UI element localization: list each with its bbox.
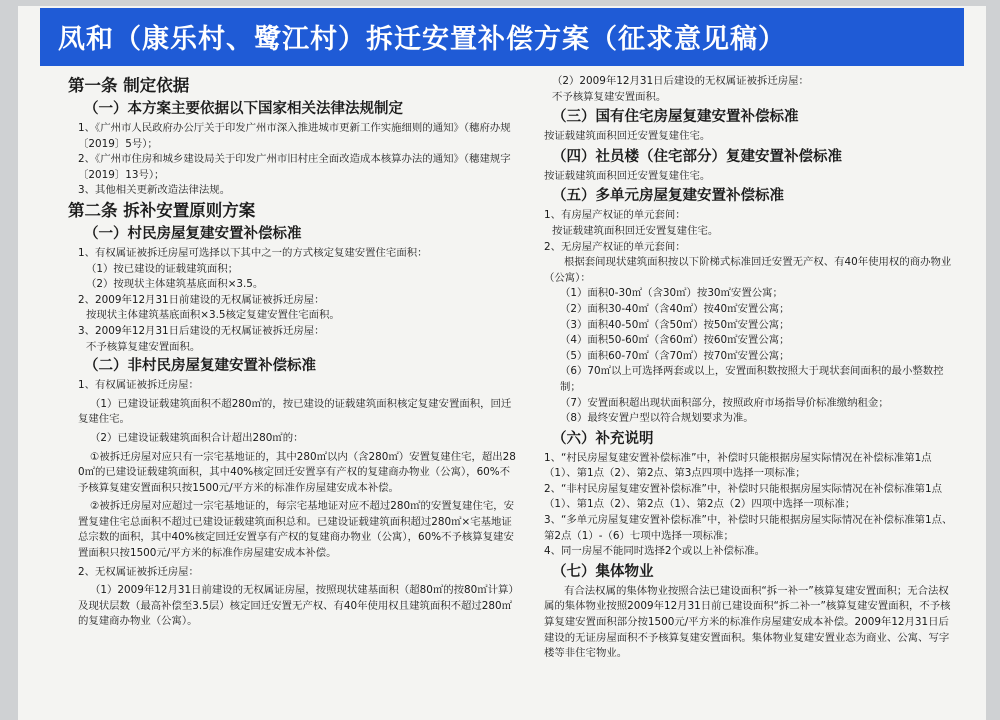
- legal-basis-item: 1、《广州市人民政府办公厅关于印发广州市深入推进城市更新工作实施细则的通知》（穗府办规〔2019〕5号）；: [78, 122, 511, 150]
- villager-rule-2: 2、2009年12月31日前建设的无权属证被拆迁房屋：: [78, 293, 325, 306]
- area-tier-item-8: （8）最终安置户型以符合规划要求为准。: [560, 412, 754, 425]
- commune-building-rule: 按证载建筑面积回迁安置复建住宅。: [544, 169, 711, 182]
- multi-unit-rule-2: 2、无房屋产权证的单元套间：: [544, 240, 686, 253]
- multi-unit-rule-1a: 按证载建筑面积回迁安置复建住宅。: [552, 224, 719, 237]
- area-tier-item-7: （7）安置面积超出现状面积部分，按照政府市场指导价标准缴纳租金；: [560, 396, 889, 409]
- area-tier-item: （3）面积40-50㎡（含50㎡）按50㎡安置公寓；: [560, 318, 790, 331]
- multi-unit-rule-2a: 根据套间现状建筑面积按以下阶梯式标准回迁安置无产权、有40年使用权的商办物业（公寓）：: [544, 256, 952, 284]
- legal-basis-item: 3、其他相关更新改造法律法规。: [78, 184, 231, 197]
- non-villager-rule-1c: ①被拆迁房屋对应只有一宗宅基地证的，其中280㎡以内（含280㎡）安置复建住宅，超出280㎡的已建设证载建筑面积，其中40%核定回迁安置享有产权的复建商办物业（公寓），60%不予核算复建安置面积只按1500元/平方米的标准作房屋建安成本补偿。: [78, 450, 516, 494]
- supplement-item: 4、同一房屋不能同时选择2个或以上补偿标准。: [544, 545, 766, 558]
- supplement-item: 2、“非村民房屋复建安置补偿标准”中，补偿时只能根据房屋实际情况在补偿标准第1点（1）、第1点（2）、第2点（1）、第2点（2）四项中选择一项标准；: [544, 482, 943, 511]
- section-collective-property-title: （七）集体物业: [552, 563, 654, 580]
- section-state-housing-title: （三）国有住宅房屋复建安置补偿标准: [552, 109, 799, 126]
- section-commune-building-title: （四）社员楼（住宅部分）复建安置补偿标准: [552, 148, 842, 165]
- left-column: [64, 74, 516, 630]
- area-tier-item: （1）面积0-30㎡（含30㎡）按30㎡安置公寓；: [560, 287, 783, 300]
- non-villager-rule-2b-detail: 不予核算复建安置面积。: [552, 90, 667, 103]
- article-1-title: 第一条 制定依据: [68, 76, 190, 95]
- section-multi-unit-title: （五）多单元房屋复建安置补偿标准: [552, 188, 784, 205]
- area-tier-item: （5）面积60-70㎡（含70㎡）按70㎡安置公寓；: [560, 349, 790, 362]
- supplement-item: 3、“多单元房屋复建安置补偿标准”中，补偿时只能根据房屋实际情况在补偿标准第1点、第2点（1）-（6）七项中选择一项标准；: [544, 514, 953, 542]
- multi-unit-rule-1: 1、有房屋产权证的单元套间：: [544, 209, 686, 222]
- non-villager-rule-2a: （1）2009年12月31日前建设的无权属证房屋，按照现状建基面积（超80㎡的按80㎡计算）及现状层数（最高补偿至3.5层）核定回迁安置无产权、有40年使用权且建筑面积不超过280㎡的复建商办物业（公寓）。: [78, 584, 514, 628]
- non-villager-rule-1b: （2）已建设证载建筑面积合计超出280㎡的：: [90, 431, 304, 444]
- section-non-villager-title: （二）非村民房屋复建安置补偿标准: [84, 358, 316, 375]
- villager-rule-3: 3、2009年12月31日后建设的无权属证被拆迁房屋：: [78, 324, 325, 337]
- non-villager-rule-2: 2、无权属证被拆迁房屋：: [78, 565, 199, 578]
- villager-rule-1a: （1）按已建设的证载建筑面积；: [86, 262, 239, 275]
- state-housing-rule: 按证载建筑面积回迁安置复建住宅。: [544, 130, 711, 143]
- area-tier-item-6: （6）70㎡以上可选择两套或以上，安置面积数按照大于现状套间面积的最小整数控制；: [560, 365, 944, 393]
- document-title: 凤和（康乐村、鹭江村）拆迁安置补偿方案（征求意见稿）: [58, 24, 786, 55]
- section-villager-title: （一）村民房屋复建安置补偿标准: [84, 225, 302, 242]
- villager-rule-1b: （2）按现状主体建筑基底面积×3.5。: [86, 278, 264, 291]
- area-tier-item: （4）面积50-60㎡（含60㎡）按60㎡安置公寓；: [560, 334, 790, 347]
- legal-basis-item: 2、《广州市住房和城乡建设局关于印发广州市旧村庄全面改造成本核算办法的通知》（穗建规字〔2019〕13号）；: [78, 153, 511, 181]
- non-villager-rule-1a: （1）已建设证载建筑面积不超280㎡的，按已建设的证载建筑面积核定复建安置面积，回迁复建住宅。: [78, 397, 512, 426]
- section-supplement-title: （六）补充说明: [552, 430, 654, 447]
- villager-rule-2a: 按现状主体建筑基底面积×3.5核定复建安置住宅面积。: [86, 309, 340, 322]
- article-2-title: 第二条 拆补安置原则方案: [68, 200, 256, 220]
- non-villager-rule-1: 1、有权属证被拆迁房屋：: [78, 379, 199, 392]
- right-column: [540, 74, 954, 662]
- villager-rule-3a: 不予核算复建安置面积。: [86, 340, 201, 353]
- non-villager-rule-1d: ②被拆迁房屋对应超过一宗宅基地证的，每宗宅基地证对应不超过280㎡的安置复建住宅，安置复建住宅总面积不超过已建设证载建筑面积总和。已建设证载建筑面积超过280㎡×宅基地证总宗数的面积，其中40%核定回迁安置享有产权的复建商办物业（公寓），60%不予核算复建安置面积只按1500元/平方米的标准作房屋建安成本补偿。: [78, 500, 514, 560]
- section-legal-basis-title: （一）本方案主要依据以下国家相关法律法规制定: [84, 101, 403, 117]
- non-villager-rule-2b: （2）2009年12月31日后建设的无权属证被拆迁房屋：: [552, 75, 809, 87]
- supplement-item: 1、“村民房屋复建安置补偿标准”中，补偿时只能根据房屋实际情况在补偿标准第1点（1）、第1点（2）、第2点、第3点四项中选择一项标准；: [544, 451, 932, 480]
- villager-rule-1: 1、有权属证被拆迁房屋可选择以下其中之一的方式核定复建安置住宅面积：: [78, 246, 428, 259]
- collective-property-rule: 有合法权属的集体物业按照合法已建设面积“拆一补一”核算复建安置面积；无合法权属的集体物业按照2009年12月31日前已建设面积“拆二补一”核算复建安置面积，不予核算复建安置面积部分按1500元/平方米的标准作房屋建安成本补偿。2009年12月31日后建设的无证房屋面积不予核算复建安置面积。集体物业复建安置业态为商业、公寓、写字楼等非住宅物业。: [544, 584, 951, 660]
- area-tier-item: （2）面积30-40㎡（含40㎡）按40㎡安置公寓；: [560, 302, 790, 315]
